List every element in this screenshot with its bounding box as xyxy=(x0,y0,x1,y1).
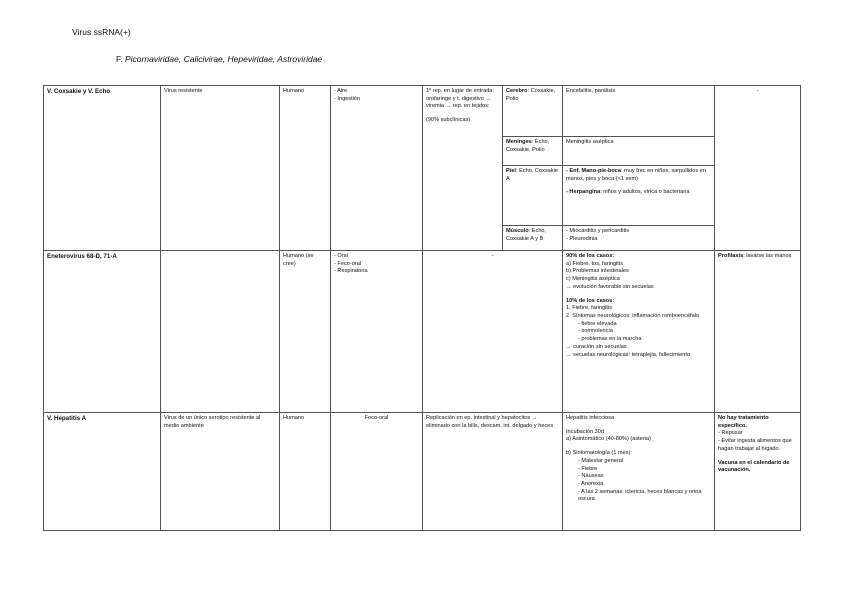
virus-prevention: - xyxy=(715,86,801,251)
clinical-item: a) Asintomático (40-80%) (asteria) xyxy=(566,436,651,443)
transmission-item: - Aire xyxy=(334,88,348,94)
transmission-item: - Ingestión xyxy=(334,95,361,102)
manifestation-cell: Meningitis aséptica xyxy=(563,137,715,166)
virus-prevention xyxy=(715,251,801,413)
virus-host: Humano (se cree) xyxy=(280,251,331,413)
manifestation-cell xyxy=(563,166,715,226)
organ-name: Músculo xyxy=(506,228,529,234)
organ-name: Meninges xyxy=(506,139,532,145)
virus-name: Eneterovirus 68-D, 71-A xyxy=(44,251,161,413)
virus-replication: - xyxy=(423,251,563,413)
manifestation-cell xyxy=(563,226,715,251)
virus-host: Humano xyxy=(280,413,331,531)
manifestation-cell: Encefalitis, parálisis xyxy=(563,86,715,137)
virus-replication: Replicación en ep. intestinal y hepatocitos → eliminado con la bilis, descam. int. delgado y heces xyxy=(423,413,563,531)
clinical-item: b) Sintomatología (1 mes): xyxy=(566,450,632,457)
virus-characteristic: Virus de un único serotipo resistente al medio ambiente xyxy=(161,413,280,531)
section-title: Virus ssRNA(+) xyxy=(72,27,131,37)
prevention-text: : lavarse las manos xyxy=(743,253,792,259)
family-names: Picornaviridae, Calicivirae, Hepeviridae, Astroviridae xyxy=(125,54,323,64)
virus-replication xyxy=(423,86,503,251)
prevention-title: No hay tratamiento específico. xyxy=(718,415,769,429)
clinical-subitem: - problemas en la marcha xyxy=(578,336,642,343)
table-row xyxy=(44,251,801,413)
virus-characteristic: Virus resistente xyxy=(161,86,280,251)
manifestation-item: - Enf. Mano-pie-boca: muy frec en niños, sarpullidos en manos, pies y boca (<1 sem) xyxy=(566,168,706,182)
families-line xyxy=(116,54,322,64)
virus-host: Humano xyxy=(280,86,331,251)
organ-viruses: Echo, Coxsakie A y B xyxy=(506,228,547,242)
transmission-item: - Oral xyxy=(334,253,348,259)
transmission-item: - Feco-oral xyxy=(334,260,362,267)
clinical-subitem: - fiebre elevada xyxy=(578,320,617,327)
family-prefix: F. xyxy=(116,54,123,64)
virus-prevention xyxy=(715,413,801,531)
manifestation-item: - Miocarditis y pericarditis xyxy=(566,228,630,234)
clinical-item: → evolución favorable sin secuelas xyxy=(566,283,654,290)
organ-viruses: Echo, Coxsakie A xyxy=(506,168,558,182)
prevention-item: - Evitar ingesta alimentos que hagan trabajar al hígado. xyxy=(718,438,792,452)
table-row xyxy=(44,86,801,137)
replication-note: (90% subclínicas) xyxy=(426,117,471,124)
manifestation-item: - Pleurodinia xyxy=(566,235,598,242)
prevention-item: - Reposar xyxy=(718,430,743,437)
virus-name: V. Hepatitis A xyxy=(44,413,161,531)
manifestation-item: - Herpangina: niños y adultos, vírica o bacteriana xyxy=(566,189,690,196)
clinical-title: Hepatitis infecciosa xyxy=(566,415,615,421)
organ-viruses: Echo, Coxsakie, Polio xyxy=(506,139,550,153)
replication-text: 1º rep. en lugar de entrada: orofaringe y t. digestivo → viremia → rep. en tejidos: xyxy=(426,88,494,110)
clinical-subitem: - Malestar general xyxy=(578,457,624,464)
virus-name: V. Coxsakie y V. Echo xyxy=(44,86,161,251)
virus-clinical xyxy=(563,413,715,531)
organ-name: Cerebro xyxy=(506,88,528,94)
organ-viruses: Coxsakie, Polio xyxy=(506,88,556,102)
clinical-item: → secuelas neurológicas: tetraplejia, fallecimiento xyxy=(566,351,691,358)
clinical-subitem: - Fiebre xyxy=(578,465,598,472)
clinical-subitem: - Anorexia xyxy=(578,481,604,488)
virus-transmission xyxy=(331,251,423,413)
clinical-item: a) Fiebre, tos, faringitis xyxy=(566,260,623,267)
table-row xyxy=(44,413,801,531)
virus-characteristic xyxy=(161,251,280,413)
organ-cell: Piel: Echo, Coxsakie A xyxy=(503,166,563,226)
clinical-subitem: - Náuseas xyxy=(578,473,604,480)
organ-cell: Meninges: Echo, Coxsakie, Polio xyxy=(503,137,563,166)
organ-cell: Cerebro: Coxsakie, Polio xyxy=(503,86,563,137)
clinical-item: 2. Síntomas neurológicos: inflamación romboencéfalo xyxy=(566,313,700,320)
prevention-vaccine: Vacuna en el calendario de vacunación. xyxy=(718,459,790,474)
virus-clinical xyxy=(563,251,715,413)
clinical-group-title: 90% de los casos: xyxy=(566,253,615,259)
prevention-label: Profilaxis xyxy=(718,253,744,259)
clinical-subitem: - A las 2 semanas: ictericia, heces blancas y orina oscura xyxy=(578,488,702,503)
clinical-group-title: 10% de los casos: xyxy=(566,297,615,304)
clinical-item: c) Meningitis aséptica xyxy=(566,276,620,283)
clinical-item: 1. Fiebre, faringitis xyxy=(566,305,613,312)
virus-transmission: Feco-oral xyxy=(331,413,423,531)
transmission-item: - Respiratoria xyxy=(334,268,368,275)
virus-table xyxy=(43,85,801,531)
organ-name: Piel xyxy=(506,168,516,174)
virus-transmission xyxy=(331,86,423,251)
clinical-item: → curación sin secuelas xyxy=(566,343,627,350)
clinical-item: Incubación 30d xyxy=(566,428,604,435)
clinical-item: b) Problemas intestinales xyxy=(566,268,629,275)
organ-cell: Músculo: Echo, Coxsakie A y B xyxy=(503,226,563,251)
clinical-subitem: - somnolencia xyxy=(578,328,613,335)
